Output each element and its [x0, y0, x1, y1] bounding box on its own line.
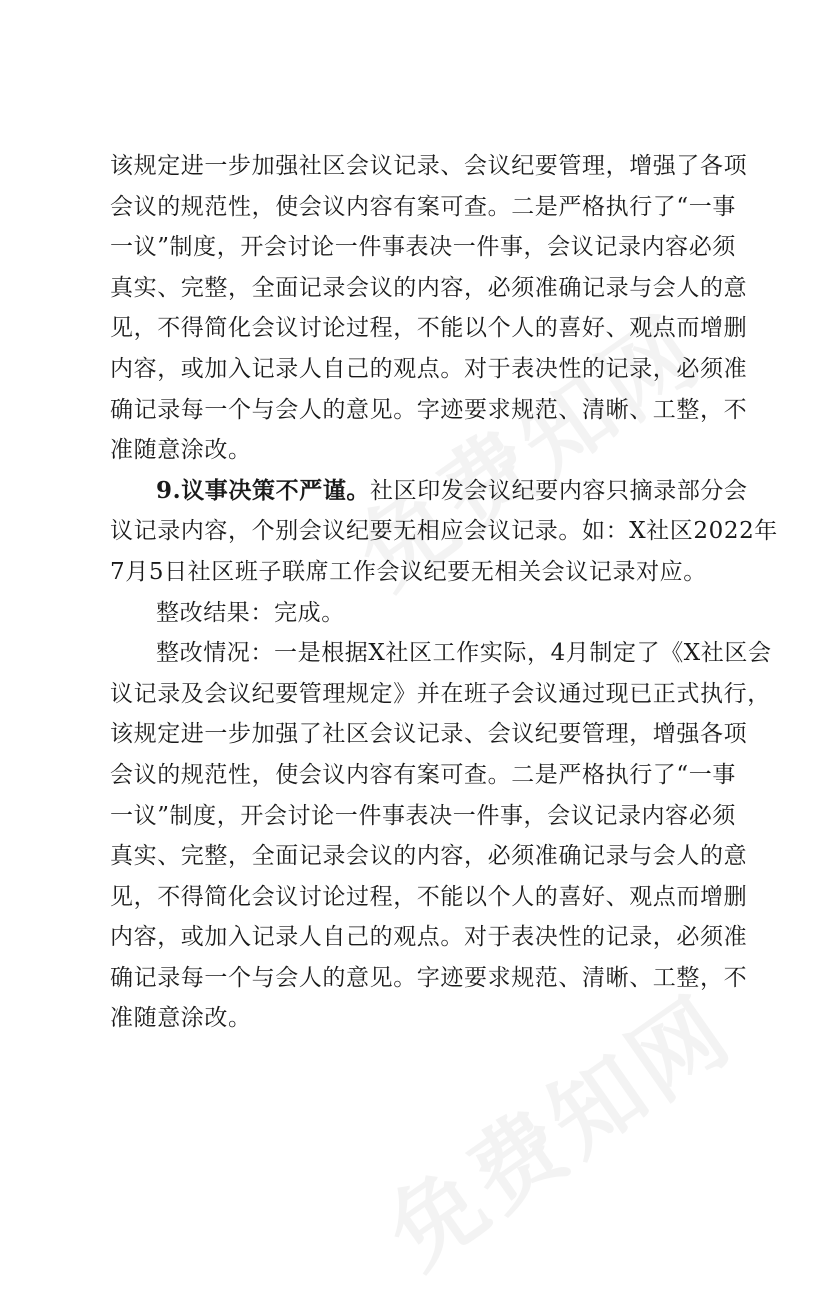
rectification-situation [110, 633, 772, 1039]
paragraph-continuation [110, 146, 748, 471]
text-line: 准随意涂改。 [110, 437, 252, 464]
text-line: 见，不得简化会议讨论过程，不能以个人的喜好、观点而增删 [110, 315, 748, 342]
text-line: 一议”制度，开会讨论一件事表决一件事，会议记录内容必须 [110, 234, 736, 261]
text-line: 议记录及会议纪要管理规定》并在班子会议通过现已正式执行， [110, 680, 771, 707]
text-line: 7月5日社区班子联席工作会议纪要无相关会议记录对应。 [110, 558, 707, 585]
text-line: 会议的规范性，使会议内容有案可查。二是严格执行了“一事 [110, 761, 736, 788]
text-line: 该规定进一步加强社区会议记录、会议纪要管理，增强了各项 [110, 153, 748, 179]
text-line: 见，不得简化会议讨论过程，不能以个人的喜好、观点而增删 [110, 883, 748, 910]
text-line: 会议的规范性，使会议内容有案可查。二是严格执行了“一事 [110, 193, 736, 220]
document-body [110, 146, 778, 1039]
text-line: 真实、完整，全面记录会议的内容，必须准确记录与会人的意 [110, 274, 748, 301]
item-9-text: 社区印发会议纪要内容只摘录部分会 [370, 477, 748, 504]
rectification-result: 整改结果：完成。 [156, 599, 345, 626]
text-line: 一议”制度，开会讨论一件事表决一件事，会议记录内容必须 [110, 802, 736, 829]
text-line: 该规定进一步加强了社区会议记录、会议纪要管理，增强各项 [110, 721, 748, 748]
text-line: 确记录每一个与会人的意见。字迹要求规范、清晰、工整，不 [110, 396, 748, 423]
text-line: 整改情况：一是根据X社区工作实际，4月制定了《X社区会 [156, 640, 772, 667]
item-9-heading: 9.议事决策不严谨。 [156, 476, 371, 504]
item-9-paragraph [110, 471, 778, 593]
item-9-first-line [110, 471, 748, 512]
text-line: 确记录每一个与会人的意见。字迹要求规范、清晰、工整，不 [110, 964, 748, 991]
text-line: 真实、完整，全面记录会议的内容，必须准确记录与会人的意 [110, 843, 748, 870]
text-line: 内容，或加入记录人自己的观点。对于表决性的记录，必须准 [110, 924, 748, 951]
text-line: 准随意涂改。 [110, 1005, 252, 1032]
text-line: 内容，或加入记录人自己的观点。对于表决性的记录，必须准 [110, 355, 748, 382]
text-line: 议记录内容，个别会议纪要无相应会议记录。如：X社区2022年 [110, 518, 778, 545]
